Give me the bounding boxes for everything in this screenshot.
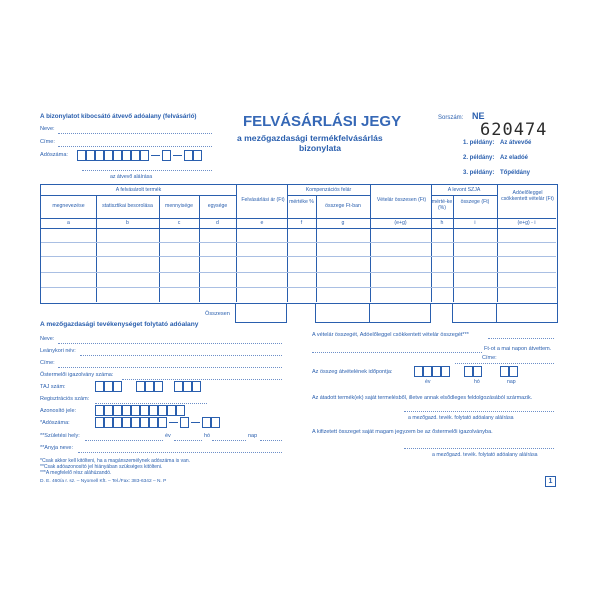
- receipt-signature-line-3[interactable]: [404, 448, 554, 449]
- seller-day-label: nap: [248, 433, 258, 439]
- col-unit-header: mennyisége: [165, 203, 193, 209]
- seller-maiden-field[interactable]: [80, 355, 282, 356]
- group-comp-header: Kompenzációs felár: [305, 187, 352, 193]
- col-final-header: Adóelőleggel csökkentett vételár (Ft): [501, 190, 554, 202]
- receipt-amount-field[interactable]: [488, 338, 554, 339]
- receipt-line-2: Ft-ot a mai napon átvettem.: [484, 346, 552, 352]
- seller-mother-label: **Anyja neve:: [40, 445, 74, 451]
- footnote-3: ***A megfelelő rész aláhúzandó.: [40, 470, 112, 476]
- purchase-table: [40, 184, 558, 304]
- group-vat-header: A levont SZJA: [447, 187, 481, 193]
- col-price-header: Felvásárlási ár (Ft): [241, 197, 285, 203]
- issuer-address-field[interactable]: [58, 146, 212, 147]
- seller-maiden-label: Leánykori név:: [40, 348, 76, 354]
- issuer-title: A bizonylatot kibocsátó átvevő adóalany (felvásárló): [40, 113, 197, 120]
- issuer-name-field[interactable]: [58, 133, 212, 134]
- letter-i: i: [474, 220, 476, 226]
- sum-final-box[interactable]: [496, 304, 558, 323]
- seller-birth-month-field[interactable]: [212, 440, 246, 441]
- col-comp-amount-header: összege Ft-ban: [325, 203, 361, 209]
- sum-comp-box[interactable]: [315, 304, 370, 323]
- seller-reg-label: Regisztrációs szám:: [40, 396, 90, 402]
- sum-price-box[interactable]: [235, 304, 287, 323]
- seller-birth-year-field[interactable]: [174, 440, 202, 441]
- seller-ident-label: Azonosító jele:: [40, 408, 77, 414]
- issuer-signature-label: az átvevő aláírása: [110, 174, 153, 180]
- seller-title: A mezőgazdasági tevékenységet folytató adóalany: [40, 321, 199, 328]
- col-unitmeas-header: egysége: [207, 203, 228, 209]
- seller-reg-field[interactable]: [95, 403, 207, 404]
- seller-month-label: hó: [204, 433, 211, 439]
- seller-name-field[interactable]: [58, 343, 282, 344]
- letter-g: g: [341, 220, 345, 226]
- col-vat-amount-header: összege (Ft): [460, 199, 490, 205]
- copy-3-label: 3. példány:: [463, 170, 495, 176]
- letter-e: e: [260, 220, 264, 226]
- receipt-line-5: A kifizetett összeget saját magam jegyzem be az őstermelői igazolványba.: [312, 429, 493, 435]
- issuer-name-label: Neve:: [40, 126, 55, 132]
- receipt-line-3: Az összeg átvételének időpontja:: [312, 369, 393, 375]
- copy-3-value: Tőpéldány: [500, 170, 531, 176]
- receipt-amount-words-field[interactable]: [312, 352, 482, 353]
- receipt-line-1: A vételár összegét, Adóelőleggel csökkentett vételár összegét***: [312, 332, 469, 338]
- issuer-signature-line[interactable]: [82, 170, 212, 171]
- copy-2-value: Az eladóé: [500, 155, 529, 161]
- seller-birth-day-field[interactable]: [260, 440, 282, 441]
- receipt-sig2-label: a mezőgazd. tevék. folytató adóalany aláírása: [408, 415, 514, 421]
- receipt-month-label: hó: [474, 379, 480, 385]
- letter-b: b: [126, 220, 129, 226]
- issuer-address-label: Címe:: [40, 139, 55, 145]
- copy-1-label: 1. példány:: [463, 140, 495, 146]
- group-product-header: A felvásárolt termék: [115, 187, 162, 193]
- letter-egi: (e+g) - i: [517, 220, 536, 226]
- seller-name-label: Neve:: [40, 336, 55, 342]
- letter-f: f: [300, 220, 303, 226]
- seller-mother-field[interactable]: [78, 452, 282, 453]
- letter-d: d: [216, 220, 219, 226]
- issuer-tax-label: Adószáma:: [40, 152, 68, 158]
- page-number: 1: [545, 476, 556, 487]
- receipt-sig3-label: a mezőgazd. tevék. folytató adóalany aláírása: [432, 452, 538, 458]
- serial-number: 620474: [480, 120, 548, 140]
- receipt-day-label: nap: [507, 379, 516, 385]
- sum-vat-box[interactable]: [452, 304, 497, 323]
- copy-2-label: 2. példány:: [463, 155, 495, 161]
- serial-label: Sorszám:: [438, 115, 464, 121]
- col-name-header: megnevezése: [52, 203, 85, 209]
- copy-1-value: Az átvevőé: [500, 140, 532, 146]
- seller-id-field[interactable]: [122, 379, 282, 380]
- col-vat-rate-header: mérté-ke (%): [431, 199, 453, 211]
- seller-birth-place-field[interactable]: [85, 440, 163, 441]
- receipt-signature-line-1[interactable]: [455, 363, 554, 364]
- letter-a: a: [67, 220, 70, 226]
- seller-tax-label: *Adószáma:: [40, 420, 70, 426]
- letter-h: h: [440, 220, 444, 226]
- page-subtitle-1: a mezőgazdasági termékfelvásárlás: [237, 133, 383, 143]
- col-stat-header: statisztikai besorolása: [102, 203, 153, 209]
- receipt-sig-label: Címe:: [482, 355, 497, 361]
- serial-prefix: NE: [472, 111, 485, 121]
- letter-c: c: [177, 220, 181, 226]
- page-title: FELVÁSÁRLÁSI JEGY: [243, 113, 402, 130]
- col-rate-header: mértéke %: [289, 199, 314, 205]
- col-total-header: Vételár összesen (Ft): [376, 197, 427, 203]
- receipt-signature-line-2[interactable]: [404, 411, 554, 412]
- seller-year-label: év: [165, 433, 171, 439]
- seller-address-label: Címe:: [40, 360, 55, 366]
- seller-taj-label: TAJ szám:: [40, 384, 66, 390]
- sum-label: Összesen: [205, 311, 230, 317]
- page-subtitle-2: bizonylata: [299, 143, 342, 153]
- seller-id-label: Őstermelői igazolvány száma:: [40, 372, 114, 378]
- footnote-2: **Csak adóazonosító jel hiányában szükséges kitölteni.: [40, 464, 163, 470]
- seller-address-field[interactable]: [58, 367, 282, 368]
- receipt-line-4: Az átadott termék(ek) saját termelésből, illetve annak elsődleges feldolgozásából származik.: [312, 395, 533, 401]
- letter-eg: (e+g): [394, 220, 407, 226]
- sum-total-box[interactable]: [369, 304, 431, 323]
- printer-info: D. E. 460/a r. sz. – Nyomell Kft. – Tel./Fax: 383-6342 – N. P: [40, 479, 167, 484]
- seller-birth-label: **Születési hely:: [40, 433, 80, 439]
- receipt-year-label: év: [425, 379, 431, 385]
- footnote-1: *Csak akkor kell kitölteni, ha a magánszemélynek adószáma is van.: [40, 458, 191, 464]
